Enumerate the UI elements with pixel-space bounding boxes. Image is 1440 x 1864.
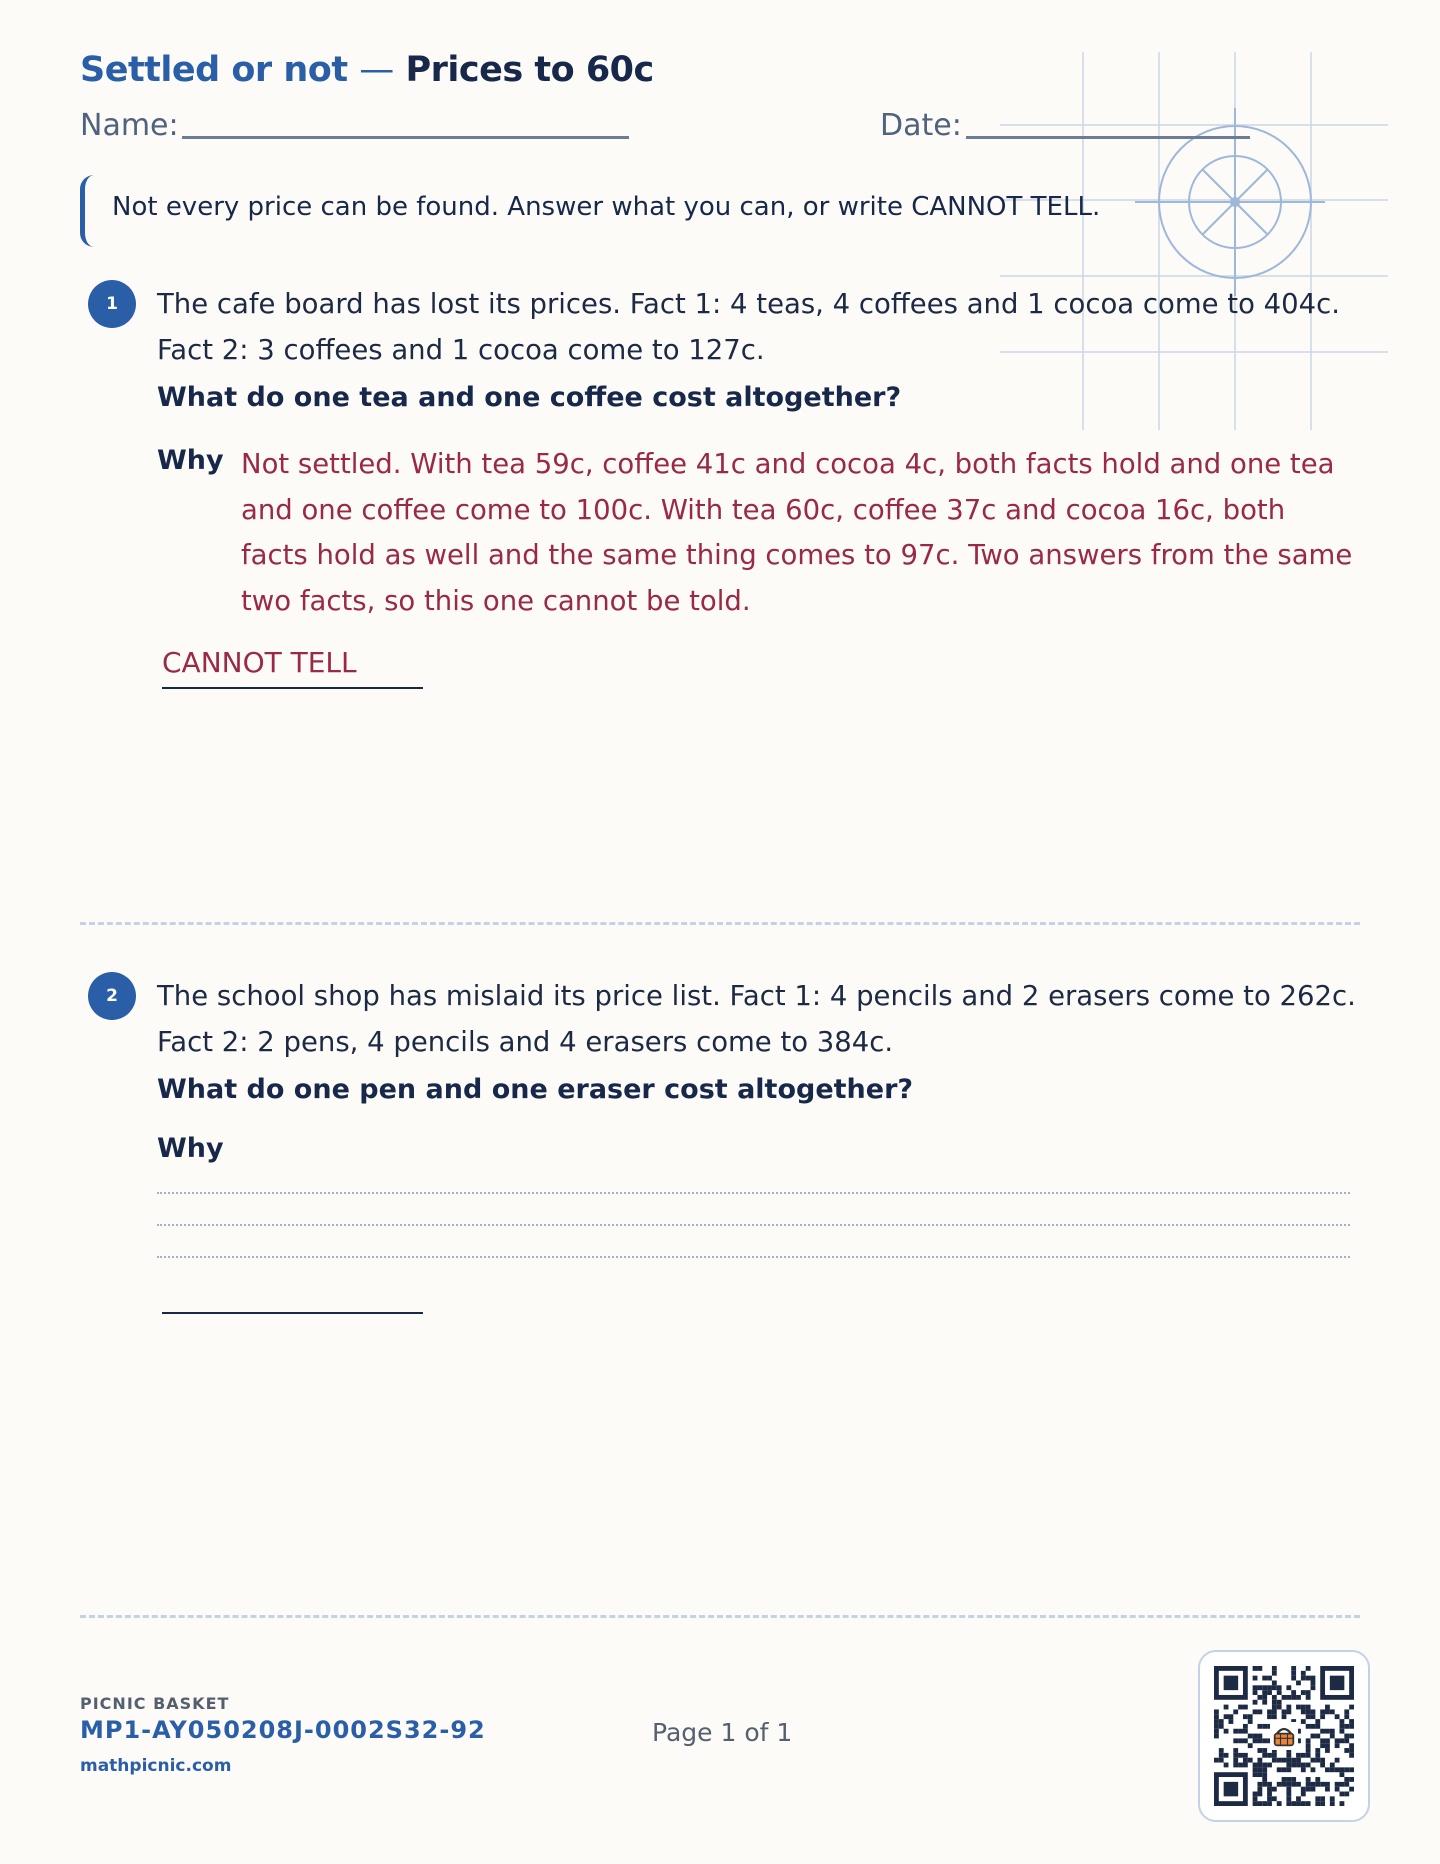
question-ask: What do one tea and one coffee cost altogether? bbox=[157, 382, 902, 413]
date-label: Date: bbox=[880, 108, 962, 143]
question-text: The cafe board has lost its prices. Fact 1: 4 teas, 4 coffees and 1 cocoa come to 404c. Fact 2: 3 coffees and 1 cocoa come to 127c. bbox=[157, 288, 1340, 366]
title-part-2: Prices to 60c bbox=[405, 50, 654, 90]
why-writing-line[interactable] bbox=[157, 1192, 1350, 1194]
answer-line[interactable] bbox=[162, 1312, 423, 1314]
footer-code: MP1-AY050208J-0002S32-92 bbox=[80, 1716, 486, 1744]
instruction-bracket bbox=[80, 175, 97, 247]
instruction-box bbox=[80, 175, 1180, 247]
page-title bbox=[80, 50, 654, 90]
date-field[interactable] bbox=[966, 136, 1250, 139]
why-answer-text: Not settled. With tea 59c, coffee 41c and cocoa 4c, both facts hold and one tea and one coffee come to 100c. With tea 60c, coffee 37c and cocoa 16c, both facts hold as well and the same thing comes to 97c. Two answers from the same two facts, so this one cannot be told. bbox=[241, 448, 1353, 617]
title-part-1: Settled or not bbox=[80, 50, 348, 90]
question-separator bbox=[80, 922, 1360, 925]
title-dash: — bbox=[359, 50, 394, 90]
page-number: Page 1 of 1 bbox=[652, 1718, 793, 1747]
answer-line[interactable] bbox=[162, 687, 423, 689]
question-number-badge: 2 bbox=[88, 972, 136, 1020]
question-number-badge: 1 bbox=[88, 280, 136, 328]
question-ask: What do one pen and one eraser cost altogether? bbox=[157, 1074, 914, 1105]
picnic-basket-icon bbox=[1270, 1722, 1298, 1750]
footer-site-link[interactable]: mathpicnic.com bbox=[80, 1756, 232, 1776]
name-field[interactable] bbox=[182, 136, 629, 139]
why-label: Why bbox=[157, 1133, 224, 1164]
why-writing-line[interactable] bbox=[157, 1256, 1350, 1258]
instruction-text: Not every price can be found. Answer what you can, or write CANNOT TELL. bbox=[112, 192, 1101, 222]
footer-separator bbox=[80, 1615, 1360, 1618]
why-label: Why bbox=[157, 445, 224, 476]
footer-brand: PICNIC BASKET bbox=[80, 1694, 230, 1713]
question-text: The school shop has mislaid its price list. Fact 1: 4 pencils and 2 erasers come to 262c. Fact 2: 2 pens, 4 pencils and 4 erasers come to 384c. bbox=[157, 980, 1356, 1058]
qr-code-frame bbox=[1198, 1650, 1370, 1822]
name-label: Name: bbox=[80, 108, 179, 143]
why-writing-line[interactable] bbox=[157, 1224, 1350, 1226]
answer-text: CANNOT TELL bbox=[162, 646, 357, 679]
